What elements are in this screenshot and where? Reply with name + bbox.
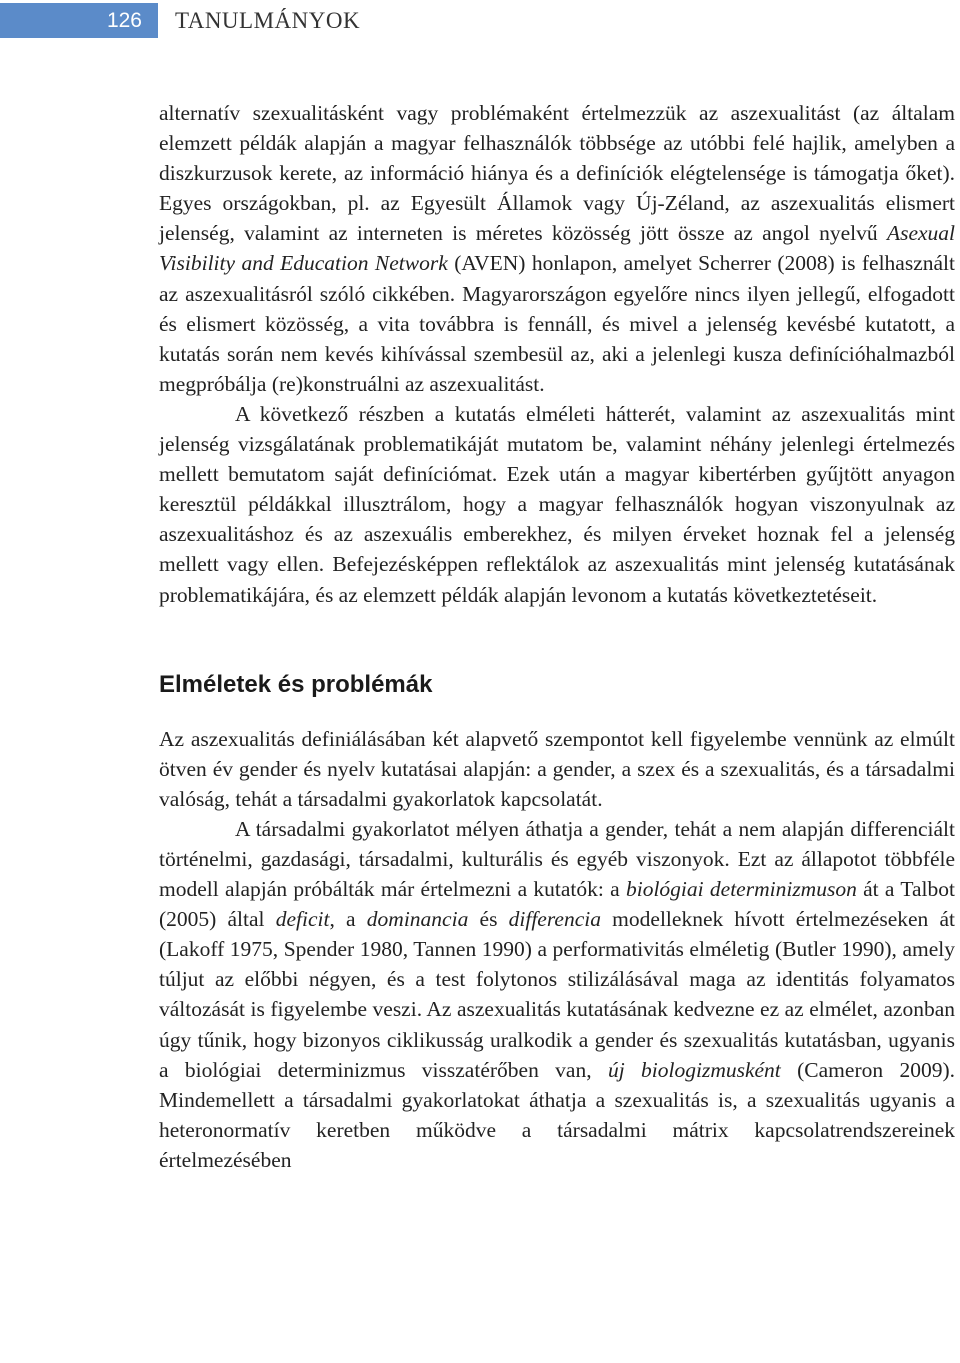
- text-run: át a Talbot (2005) által: [159, 877, 955, 932]
- italic-term: dominancia: [366, 907, 469, 932]
- italic-term: biológiai determinizmuson: [625, 877, 857, 902]
- italic-term-aven: Asexual Visibility and Education Network: [159, 221, 955, 276]
- text-run: modelleknek hívott értelmezéseken át (Lakoff 1975, Spender 1980, Tannen 1990) a performativitás elméletig (Butler 1990), amely túljut az előbbi négyen, és a test folytonos stilizálásával maga az identitás folyamatos változását is figyelembe veszi. Az aszexualitás kutatásának kedvezne ez az elmélet, azonban úgy tűnik, hogy bizonyos ciklikusság uralkodik a gender és szexualitás kutatásban, ugyanis a biológiai determinizmus visszatérőben van,: [159, 907, 956, 1082]
- text-run: és: [468, 907, 509, 932]
- section-paragraph-1: Az aszexualitás definiálásában két alapvető szempontot kell figyelembe vennünk az elmúlt ötven év gender és nyelv kutatásai alapján: a gender, a szex és a szexualitás, és a társadalmi valóság, tehát a társadalmi gyakorlatok kapcsolatát.: [159, 726, 955, 811]
- italic-term: új biologizmusként: [607, 1057, 781, 1082]
- italic-term: deficit: [275, 907, 330, 932]
- text-run: A társadalmi gyakorlatot mélyen áthatja a gender, tehát a nem alapján differenciált történelmi, gazdasági, társadalmi, kulturális és egyéb viszonyok. Ezt az állapotot többféle modell alapján próbálták már értelmezni a kutatók: a: [159, 816, 955, 902]
- page-number: 126: [0, 3, 158, 38]
- text-run: (Cameron 2009). Mindemellett a társadalmi gyakorlatokat áthatja a szexualitás is, a szexualitás ugyanis a heteronormatív keretben működve a társadalmi mátrix kapcsolatrendszereinek értelmezésében: [159, 1057, 955, 1172]
- text-run: alternatív szexualitásként vagy problémaként értelmezzük az aszexualitást (az általam elemzett példák alapján a magyar felhasználók többsége az utóbbi felé hajlik, amelyben a diszkurzusok kerete, az információ hiánya és a definíciók elégtelensége is támogatja őket). Egyes országokban, pl. az Egyesült Államok vagy Új-Zéland, az aszexualitás elismert jelenség, valamint az interneten is méretes közösség jött össze az angol nyelvű: [159, 101, 955, 246]
- page-header: [0, 0, 960, 40]
- running-section-title: TANULMÁNYOK: [175, 8, 361, 33]
- text-run: , a: [329, 907, 367, 932]
- article-body: [159, 98, 955, 1175]
- section-paragraph-2: [159, 814, 955, 1175]
- intro-paragraph-2: A következő részben a kutatás elméleti hátterét, valamint az aszexualitás mint jelenség vizsgálatának problematikáját mutatom be, valamint néhány jelenlegi értelmezés mellett bemutatom saját definíciómat. Ezek után a magyar kibertérben gyűjtött anyagon keresztül példákkal illusztrálom, hogy a magyar felhasználók hogyan viszonyulnak az aszexualitáshoz és az aszexuális emberekhez, és milyen érveket hoznak fel a jelenség mellett vagy ellen. Befejezésképpen reflektálok az aszexualitás mint jelenség kutatásának problematikájára, és az elemzett példák alapján levonom a kutatás következtetéseit.: [159, 401, 955, 607]
- italic-term: differencia: [508, 907, 601, 932]
- text-run: (AVEN) honlapon, amelyet Scherrer (2008) is felhasznált az aszexualitásról szóló cikkében. Magyarországon egyelőre nincs ilyen jellegű, elfogadott és elismert közösség, a vita továbbra is fennáll, és mivel a jelenség kevésbé kutatott, a kutatás során nem kevés kihívással szembesül az, aki a jelenlegi kusza definícióhalmazból megpróbálja (re)konstruálni az aszexualitást.: [159, 251, 955, 396]
- section-heading: Elméletek és problémák: [159, 670, 433, 698]
- intro-paragraph-1: [159, 98, 955, 399]
